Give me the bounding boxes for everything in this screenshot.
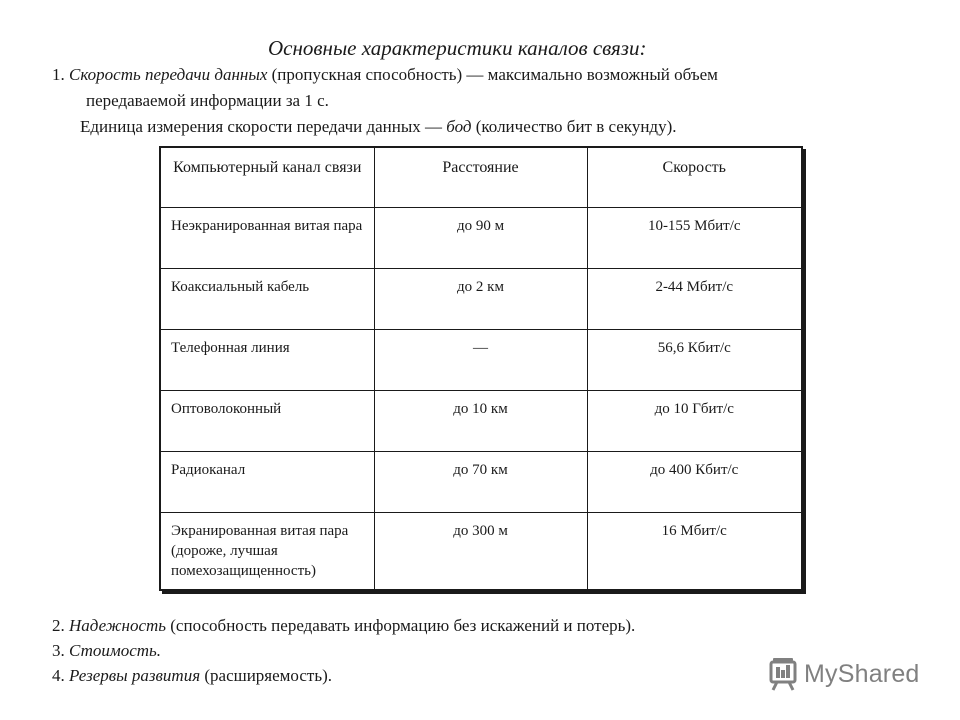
item-speed-term: Скорость передачи данных [69, 65, 268, 84]
header-speed: Скорость [587, 147, 802, 207]
item-reliability [52, 615, 635, 637]
watermark-text: MyShared [804, 659, 920, 688]
speed-unit-suffix: (количество бит в секунду). [471, 117, 677, 136]
table-row [160, 451, 802, 512]
cell-channel: Радиоканал [160, 451, 374, 512]
item-speed-continuation: передаваемой информации за 1 с. [86, 91, 329, 110]
table-row [160, 390, 802, 451]
myshared-watermark [768, 656, 920, 692]
cell-distance: до 300 м [374, 512, 587, 590]
item-growth-term: Резервы развития [69, 666, 201, 685]
item-cost-term: Стоимость. [69, 641, 162, 660]
item-speed-desc: (пропускная способность) — максимально возможный объем [267, 65, 718, 84]
item-growth-number: 4. [52, 666, 65, 685]
cell-speed: 16 Мбит/с [587, 512, 802, 590]
item-reliability-number: 2. [52, 616, 65, 635]
speed-unit-prefix: Единица измерения скорости передачи данных — [80, 117, 447, 136]
channels-table [159, 146, 803, 591]
cell-distance: до 10 км [374, 390, 587, 451]
item-cost-number: 3. [52, 641, 65, 660]
header-channel: Компьютерный канал связи [160, 147, 374, 207]
table-row [160, 512, 802, 590]
cell-channel: Неэкранированная витая пара [160, 207, 374, 268]
page-title: Основные характеристики каналов связи: [268, 36, 647, 60]
cell-channel: Коаксиальный кабель [160, 268, 374, 329]
speed-unit-note [80, 116, 676, 138]
cell-distance: до 2 км [374, 268, 587, 329]
table-row [160, 268, 802, 329]
cell-speed: 2-44 Мбит/с [587, 268, 802, 329]
table-header-row [160, 147, 802, 207]
item-reliability-desc: (способность передавать информацию без искажений и потерь). [166, 616, 636, 635]
cell-speed: 10-155 Мбит/с [587, 207, 802, 268]
item-growth [52, 665, 332, 687]
table-row [160, 329, 802, 390]
item-cost [52, 640, 161, 662]
cell-channel: Экранированная витая пара (дороже, лучшая помехозащищенность) [160, 512, 374, 590]
cell-channel: Оптоволоконный [160, 390, 374, 451]
cell-distance: до 90 м [374, 207, 587, 268]
cell-distance: — [374, 329, 587, 390]
cell-channel: Телефонная линия [160, 329, 374, 390]
cell-distance: до 70 км [374, 451, 587, 512]
cell-speed: до 400 Кбит/с [587, 451, 802, 512]
presentation-board-icon [768, 657, 798, 691]
cell-speed: до 10 Гбит/с [587, 390, 802, 451]
item-growth-desc: (расширяемость). [200, 666, 332, 685]
item-speed [52, 64, 718, 86]
speed-unit-term: бод [446, 117, 472, 136]
cell-speed: 56,6 Кбит/с [587, 329, 802, 390]
item-reliability-term: Надежность [69, 616, 167, 635]
item-speed-number: 1. [52, 65, 65, 84]
header-distance: Расстояние [374, 147, 587, 207]
table-row [160, 207, 802, 268]
